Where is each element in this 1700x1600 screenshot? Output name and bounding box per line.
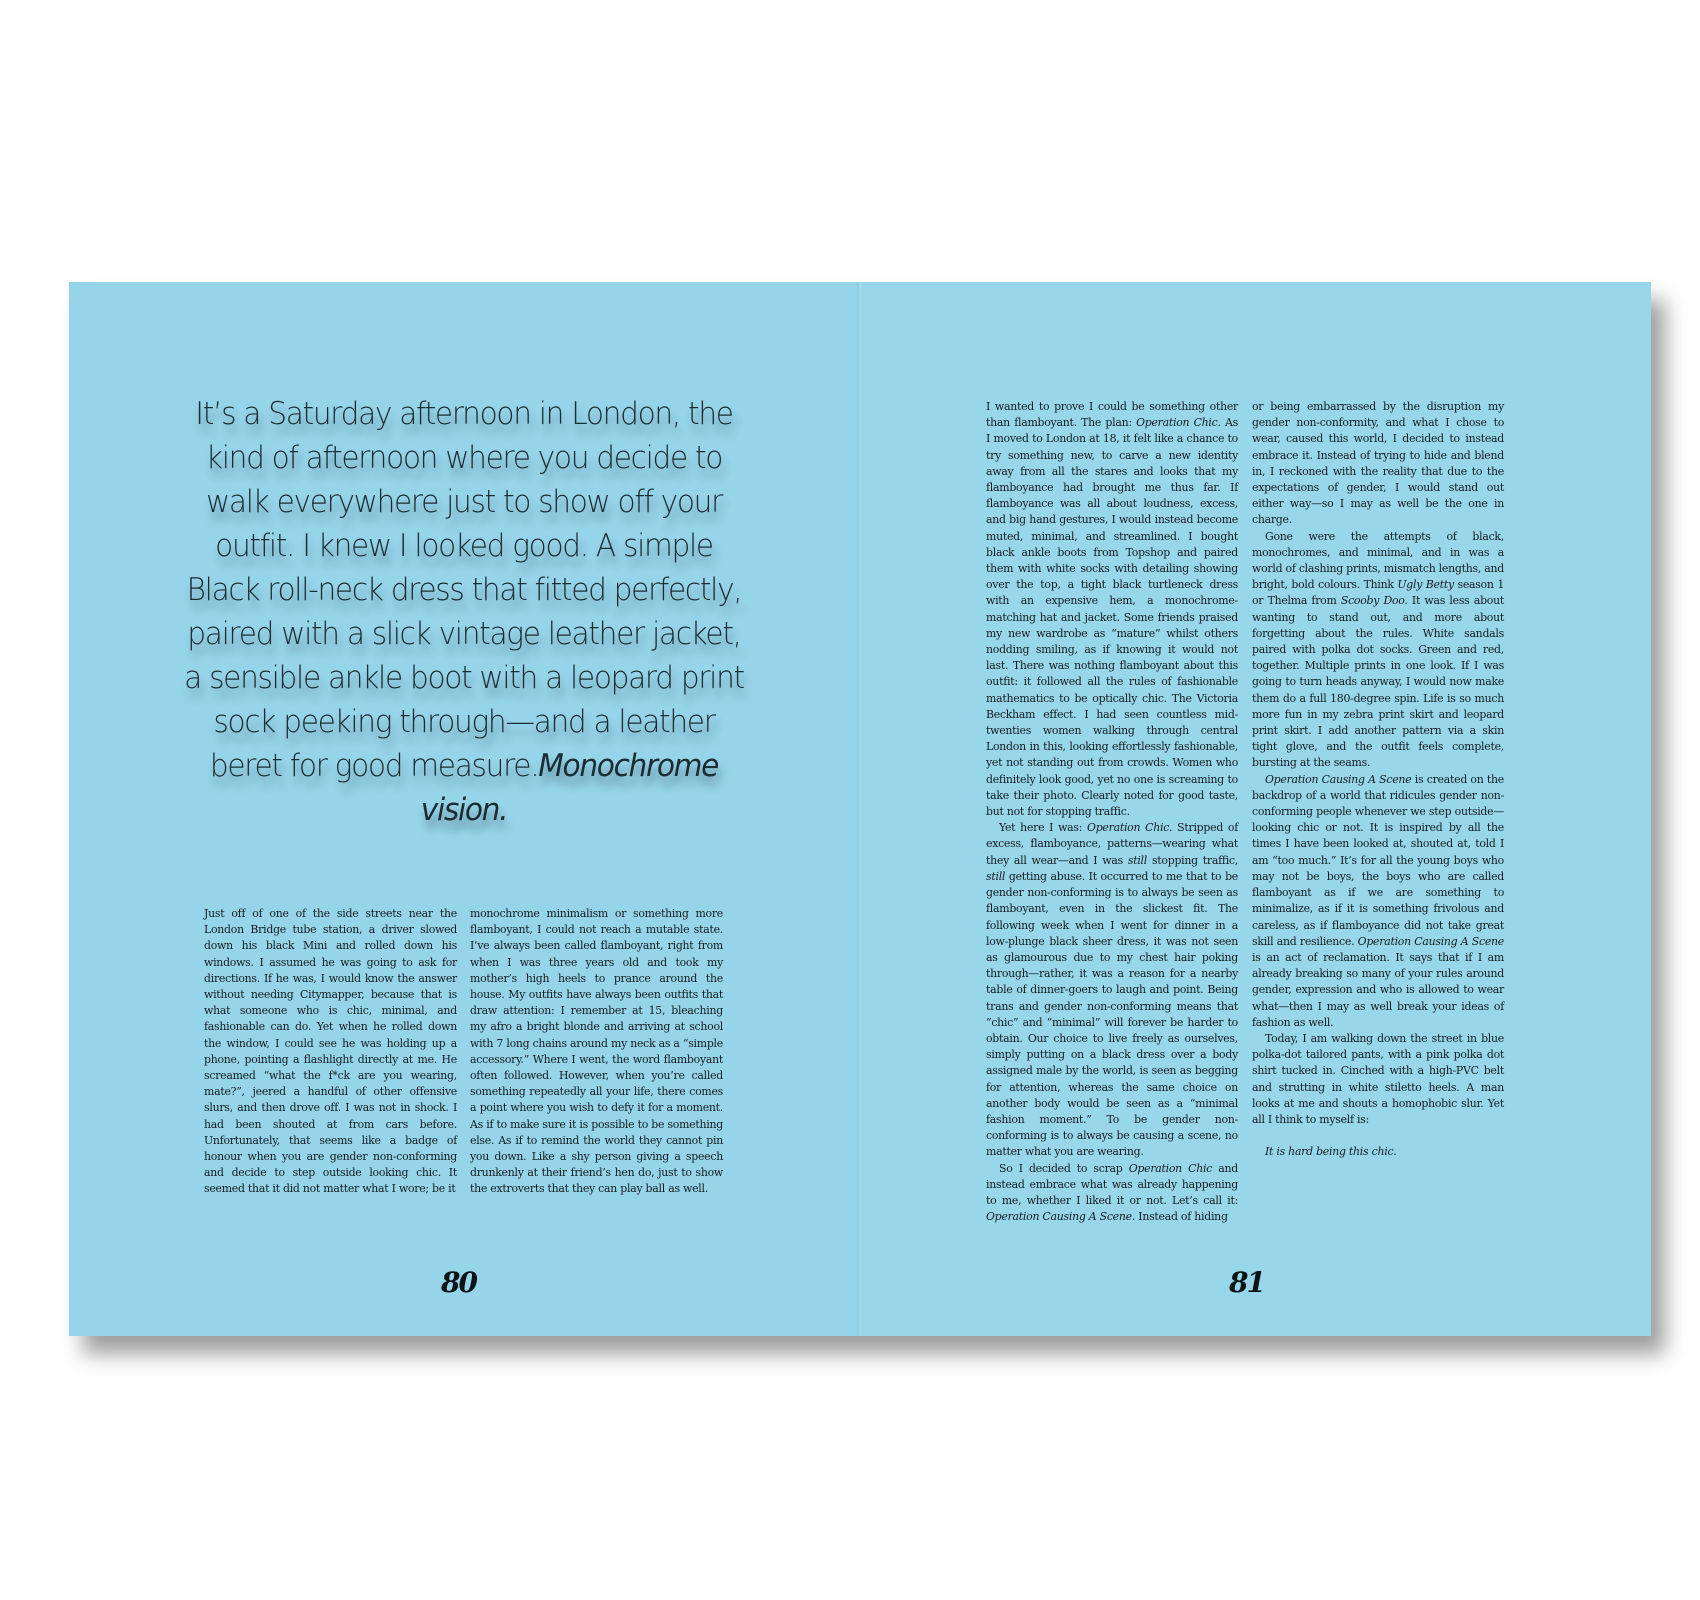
pull-quote-text: It’s a Saturday afternoon in London, the kind of afternoon where you decide to walk everywhere just to show off your outfit. I knew I looked good. A simple Black roll-neck dress that fitted perfectly, paired with a slick vintage leather jacket, a sensible ankle boot with a leopard print sock peeking through—and a leather beret for good measure. <box>184 396 744 784</box>
body-paragraph: Today, I am walking down the street in blue polka-dot tailored pants, with a pink polka dot shirt tucked in. Cinched with a high-PVC belt and strutting in white stiletto heels. A man looks at me and shouts a homophobic slur. Yet all I think to myself is: <box>1252 1031 1504 1126</box>
text-run: getting abuse. It occurred to me that to be gender non-conforming is to always be seen as flamboyant, even in the slickest fit. The following week when I went for dinner in a low-plunge black sheer dress, it was not seen as glamourous due to my chest hair poking through—rather, it was a reason for a nearby table of dinner-goers to laugh and point. Being trans and gender non-conforming means that “chic” and “minimal” will forever be harder to obtain. Our choice to live freely as ourselves, simply putting on a black dress over a body assigned male by the world, is seen as begging for attention, whereas the same choice on another body would be seen as a “minimal fashion moment.” To be gender non-conforming is to always be causing a scene, no matter what you are wearing. <box>986 869 1238 1159</box>
body-paragraph: or being embarrassed by the disruption my gender non-conformity, and what I chose to wear, caused this world, I decided to instead embrace it. Instead of trying to hide and blend in, I reckoned with the reality that due to the expectations of gender, I would stand out either way—so I may as well be the one in charge. <box>1252 400 1504 527</box>
body-paragraph: monochrome minimalism or something more flamboyant, I could not reach a mutable state. I’ve always been called flamboyant, right from when I was three years old and took my mother’s high heels to prance around the house. My outfits have always been outfits that draw attention: I remember at 15, bleaching my afro a bright blonde and arriving at school with 7 long chains around my neck as a “simple accessory.” Where I went, the word flamboyant often followed. However, when you’re called something repeatedly all your life, there comes a point where you wish to defy it for a moment. As if to make sure it is possible to be something else. As if to remind the world they cannot pin you down. Like a shy person giving a speech drunkenly at their friend’s hen do, just to show the extroverts that they can play ball as well. <box>470 907 723 1196</box>
pull-quote-italic: Monochrome vision. <box>420 748 719 828</box>
body-paragraph <box>1252 772 1504 1031</box>
body-paragraph <box>986 399 1238 820</box>
italic-run: Operation Chic. <box>1136 416 1221 430</box>
pull-quote <box>177 392 750 832</box>
right-page <box>859 282 1651 1336</box>
page-number-left: 80 <box>441 1266 476 1299</box>
italic-run: still <box>1127 853 1148 867</box>
italic-run: Operation Chic <box>1128 1161 1213 1175</box>
italic-run: Scooby Doo. <box>1340 594 1408 608</box>
text-run: Stripped of excess, flamboyance, patterns—wearing what they all wear—and I was <box>986 821 1238 867</box>
italic-run: Ugly Betty <box>1397 578 1454 592</box>
left-body-column-2 <box>470 906 723 1198</box>
text-run: is an act of reclamation. It says that if I am already breaking so many of your rules around gender, expression and who is allowed to wear what—then I may as well break your ideas of fashion as well. <box>1252 950 1504 1029</box>
left-page <box>69 282 859 1336</box>
italic-run: Operation Causing A Scene <box>1265 772 1412 786</box>
text-run: So I decided to scrap <box>999 1161 1129 1175</box>
italic-run: Operation Causing A Scene. <box>986 1210 1136 1224</box>
text-run: As I moved to London at 18, it felt like a chance to try something new, to carve a new identity away from all the stares and looks that my flamboyance had brought me thus far. If flamboyance was all about loudness, excess, and big hand gestures, I would instead become muted, minimal, and streamlined. I bought black ankle boots from Topshop and paired them with white socks with detailing showing over the top, a tight black turtleneck dress with an expensive hem, a monochrome-matching hat and jacket. Some friends praised my new wardrobe as “mature” whilst others nodding smiling, as if knowing it would not last. There was nothing flamboyant about this outfit: it followed all the rules of fashionable mathematics to be optically chic. The Victoria Beckham effect. I had seen countless mid-twenties women walking through central London in this, looking effortlessly fashionable, yet not standing out from crowds. Women who definitely look good, yet no one is screaming to take their photo. Clearly noted for good taste, but not for stopping traffic. <box>986 416 1238 819</box>
italic-run: Operation Causing A Scene <box>1357 934 1504 948</box>
text-run: stopping traffic, <box>1147 853 1238 867</box>
italic-run: Operation Chic. <box>1087 821 1173 835</box>
right-body-column-1 <box>986 399 1238 1225</box>
body-paragraph <box>986 820 1238 1160</box>
text-run: Gone were the attempts of black, monochromes, and minimal, and in was a world of clashing prints, mismatch lengths, and bright, bold colours. Think <box>1252 529 1504 592</box>
body-paragraph: Just off of one of the side streets near the London Bridge tube station, a driver slowed down his black Mini and rolled down his windows. I assumed he was going to ask for directions. If he was, I would know the answer without needing Citymapper, because that is what someone who is chic, minimal, and fashionable can do. Yet when he rolled down the window, I could see he was holding up a phone, pointing a flashlight directly at me. He screamed “what the f*ck are you wearing, mate?”, jeered a handful of other offensive slurs, and then drove off. I was not in shock. I had been shouted at from cars before. Unfortunately, that seems like a badge of honour when you are gender non-conforming and decide to step outside looking chic. It seemed that it did not matter what I wore; be it <box>204 907 457 1196</box>
text-run: It was less about wanting to stand out, and more about forgetting about the rules. White sandals paired with polka dot socks. Green and red, together. Multiple prints in one look. If I was going to turn heads anyway, I would now make them do a full 180-degree spin. Life is so much more fun in my zebra print skirt and leopard print skirt. I add another pattern via a skin tight glove, and the outfit feels complete, bursting at the seams. <box>1252 594 1504 770</box>
body-paragraph <box>986 1161 1238 1226</box>
page-number-right: 81 <box>1229 1266 1264 1299</box>
text-run: Yet here I was: <box>999 821 1088 835</box>
italic-run: still <box>986 869 1006 883</box>
text-run: Instead of hiding <box>1135 1210 1228 1224</box>
spine-gutter <box>857 282 861 1336</box>
magazine-spread <box>69 282 1651 1336</box>
text-run: season 1 or Thelma from <box>1252 578 1505 608</box>
left-body-column-1 <box>204 906 457 1198</box>
text-run: and instead embrace what was already happening to me, whether I liked it or not. Let’s call it: <box>986 1161 1238 1207</box>
text-run: I wanted to prove I could be something other than flamboyant. The plan: <box>986 400 1238 430</box>
text-run: is created on the backdrop of a world that ridicules gender non-conforming people whenever we step outside—looking chic or not. It is inspired by all the times I have been looked at, shouted at, told I am “too much.” It’s for all the young boys who may not be boys, the boys who are called flamboyant as if we are something to minimalize, as if it is something frivolous and careless, as if flamboyance did not take great skill and resilience. <box>1252 772 1504 948</box>
body-paragraph <box>1252 529 1504 772</box>
right-body-column-2 <box>1252 399 1504 1160</box>
signoff-line: It is hard being this chic. <box>1265 1145 1397 1159</box>
